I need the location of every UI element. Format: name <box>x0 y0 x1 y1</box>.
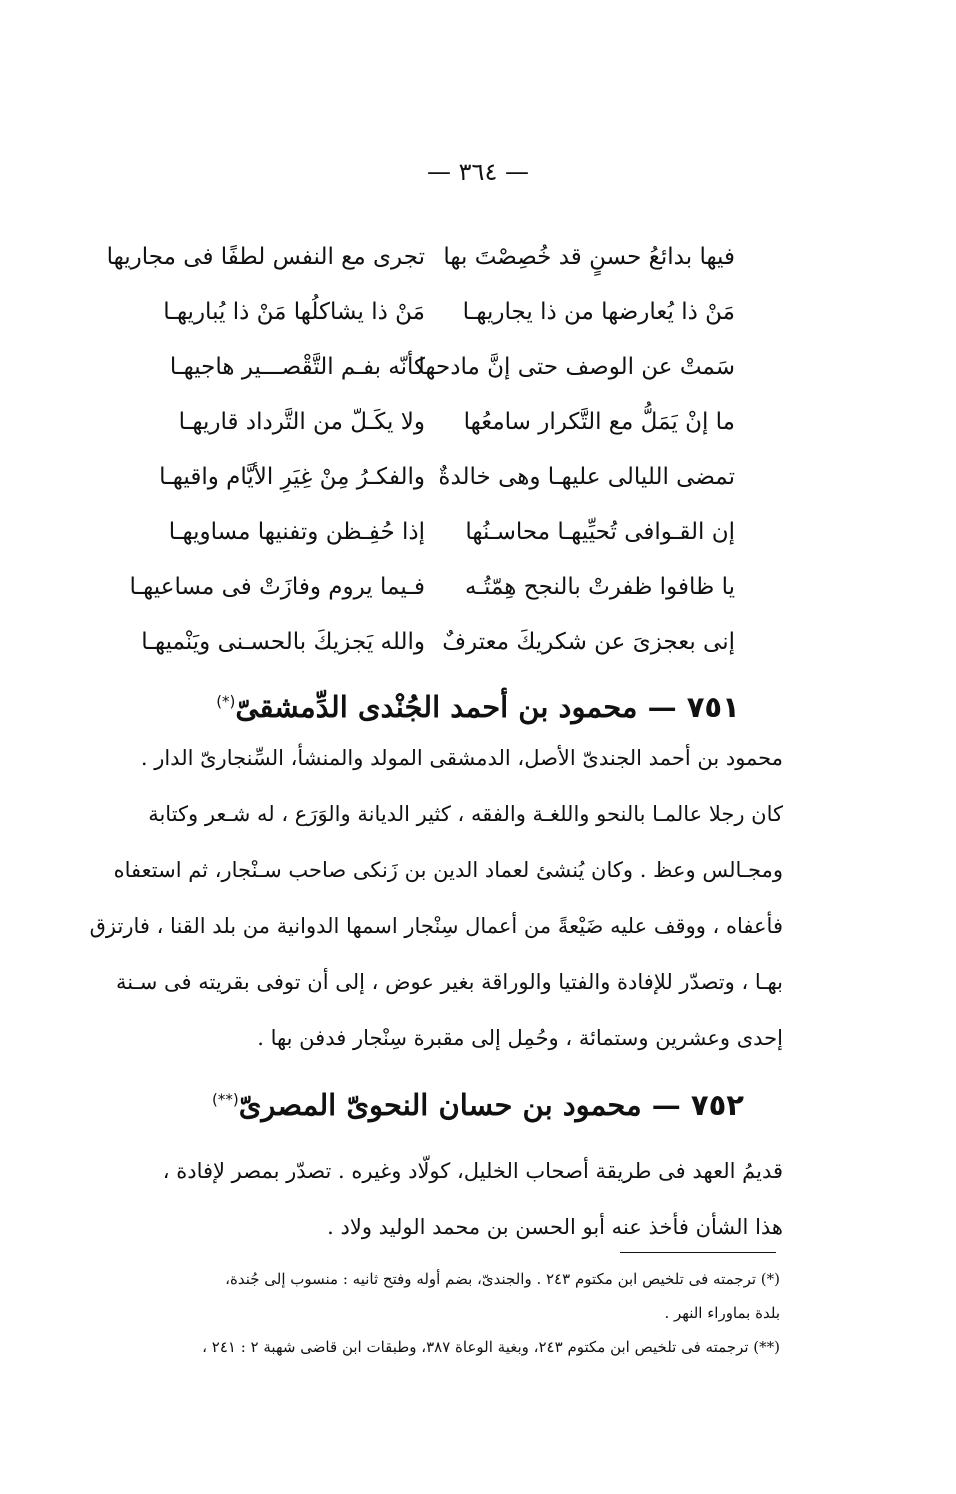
entry-752-line: قديمُ العهد فى طريقة أصحاب الخليل، كولّاد وغيره . تصدّر بمصر لإفادة ، <box>162 1159 783 1183</box>
entry-751-body <box>89 730 783 1066</box>
poem-couplet <box>129 560 735 615</box>
poem-second-hemistich: والفكـرُ مِنْ غِيَرِ الأيَّام واقيهـا <box>159 464 425 490</box>
poem-second-hemistich: تجرى مع النفس لطفًا فى مجاريها <box>106 244 425 270</box>
entry-751-footnote-mark: (*) <box>216 692 236 711</box>
footnote-line: (**) ترجمته فى تلخيص ابن مكتوم ٢٤٣، وبغية الوعاة ٣٨٧، وطبقات ابن قاضى شهبة ٢ : ٢٤١ ، <box>202 1338 780 1356</box>
poem-second-hemistich: كأنّه بفـم التَّقْصـــير هاجيهـا <box>169 354 425 380</box>
entry-751-heading <box>0 690 956 724</box>
entry-752-heading <box>0 1088 956 1122</box>
poem-second-hemistich: والله يَجزيكَ بالحسـنى ويَنْميهـا <box>141 629 425 655</box>
poem-first-hemistich: سَمتْ عن الوصف حتى إنَّ مادحها <box>418 354 735 380</box>
entry-752-line: هذا الشأن فأخذ عنه أبو الحسن بن محمد الوليد ولاد . <box>327 1215 783 1239</box>
entry-752-dash: — <box>651 1088 681 1122</box>
poem-couplet <box>155 340 735 395</box>
poem-couplet <box>155 505 735 560</box>
poem-first-hemistich: فيها بدائعُ حسنٍ قد خُصِصْتَ بها <box>443 244 735 270</box>
entry-752-footnote-mark: (**) <box>212 1090 239 1109</box>
poem-first-hemistich: تمضى الليالى عليهـا وهى خالدةٌ <box>438 464 735 490</box>
entry-751-title: محمود بن أحمد الجُنْدى الدِّمشقىّ <box>235 690 638 724</box>
poem <box>106 230 735 670</box>
entry-752-body <box>155 1143 783 1255</box>
poem-first-hemistich: ما إنْ يَمَلُّ مع التَّكرار سامعُها <box>463 409 735 435</box>
page-number: — ٣٦٤ — <box>427 158 529 186</box>
entry-751-dash: — <box>647 690 677 724</box>
poem-second-hemistich: مَنْ ذا يشاكلُها مَنْ ذا يُباريهـا <box>163 299 425 325</box>
poem-second-hemistich: إذا حُفِـظن وتفنيها مساويهـا <box>168 519 425 545</box>
entry-752-title: محمود بن حسان النحوىّ المصرىّ <box>238 1088 642 1122</box>
poem-couplet <box>106 230 735 285</box>
entry-751-line: محمود بن أحمد الجندىّ الأصل، الدمشقى المولد والمنشأ، السِّنجارىّ الدار . <box>140 746 783 770</box>
footnote-line: بلدة بماوراء النهر . <box>664 1304 780 1322</box>
poem-couplet <box>155 285 735 340</box>
poem-couplet <box>155 395 735 450</box>
poem-second-hemistich: فـيما يروم وفازَتْ فى مساعيهـا <box>129 574 425 600</box>
entry-751-line: فأعفاه ، ووقف عليه ضَيْعةً من أعمال سِنْجار اسمها الدوانية من بلد القنا ، فارتزق <box>89 914 783 938</box>
poem-second-hemistich: ولا يكَـلّ من التَّرداد قاريهـا <box>178 409 425 435</box>
footnote-line: (*) ترجمته فى تلخيص ابن مكتوم ٢٤٣ . والجندىّ، بضم أوله وفتح ثانيه : منسوب إلى جُندة، <box>225 1270 780 1288</box>
poem-first-hemistich: إنى بعجزىَ عن شكريكَ معترفٌ <box>442 629 735 655</box>
poem-first-hemistich: إن القـوافى تُحيِّيهـا محاسـنُها <box>465 519 735 545</box>
entry-751-line: بهـا ، وتصدّر للإفادة والفتيا والوراقة بغير عوض ، إلى أن توفى بقريته فى سـنة <box>115 970 783 994</box>
footnote-divider <box>620 1252 776 1253</box>
entry-751-line: كان رجلا عالمـا بالنحو واللغـة والفقه ، كثير الديانة والوَرَع ، له شـعر وكتابة <box>148 802 783 826</box>
entry-751-line: ومجـالس وعظ . وكان يُنشئ لعماد الدين بن زَنكى صاحب سـنْجار، ثم استعفاه <box>113 858 783 882</box>
entry-751-line: إحدى وعشرين وستمائة ، وحُمِل إلى مقبرة سِنْجار فدفن بها . <box>257 1026 783 1050</box>
entry-751-number: ٧٥١ <box>686 690 740 724</box>
poem-first-hemistich: مَنْ ذا يُعارضها من ذا يجاريهـا <box>462 299 735 325</box>
poem-couplet <box>141 615 735 670</box>
poem-couplet <box>155 450 735 505</box>
footnotes <box>120 1262 780 1364</box>
poem-first-hemistich: يا ظافوا ظفرتْ بالنجح هِمّتُـه <box>464 574 735 600</box>
entry-752-number: ٧٥٢ <box>690 1088 744 1122</box>
